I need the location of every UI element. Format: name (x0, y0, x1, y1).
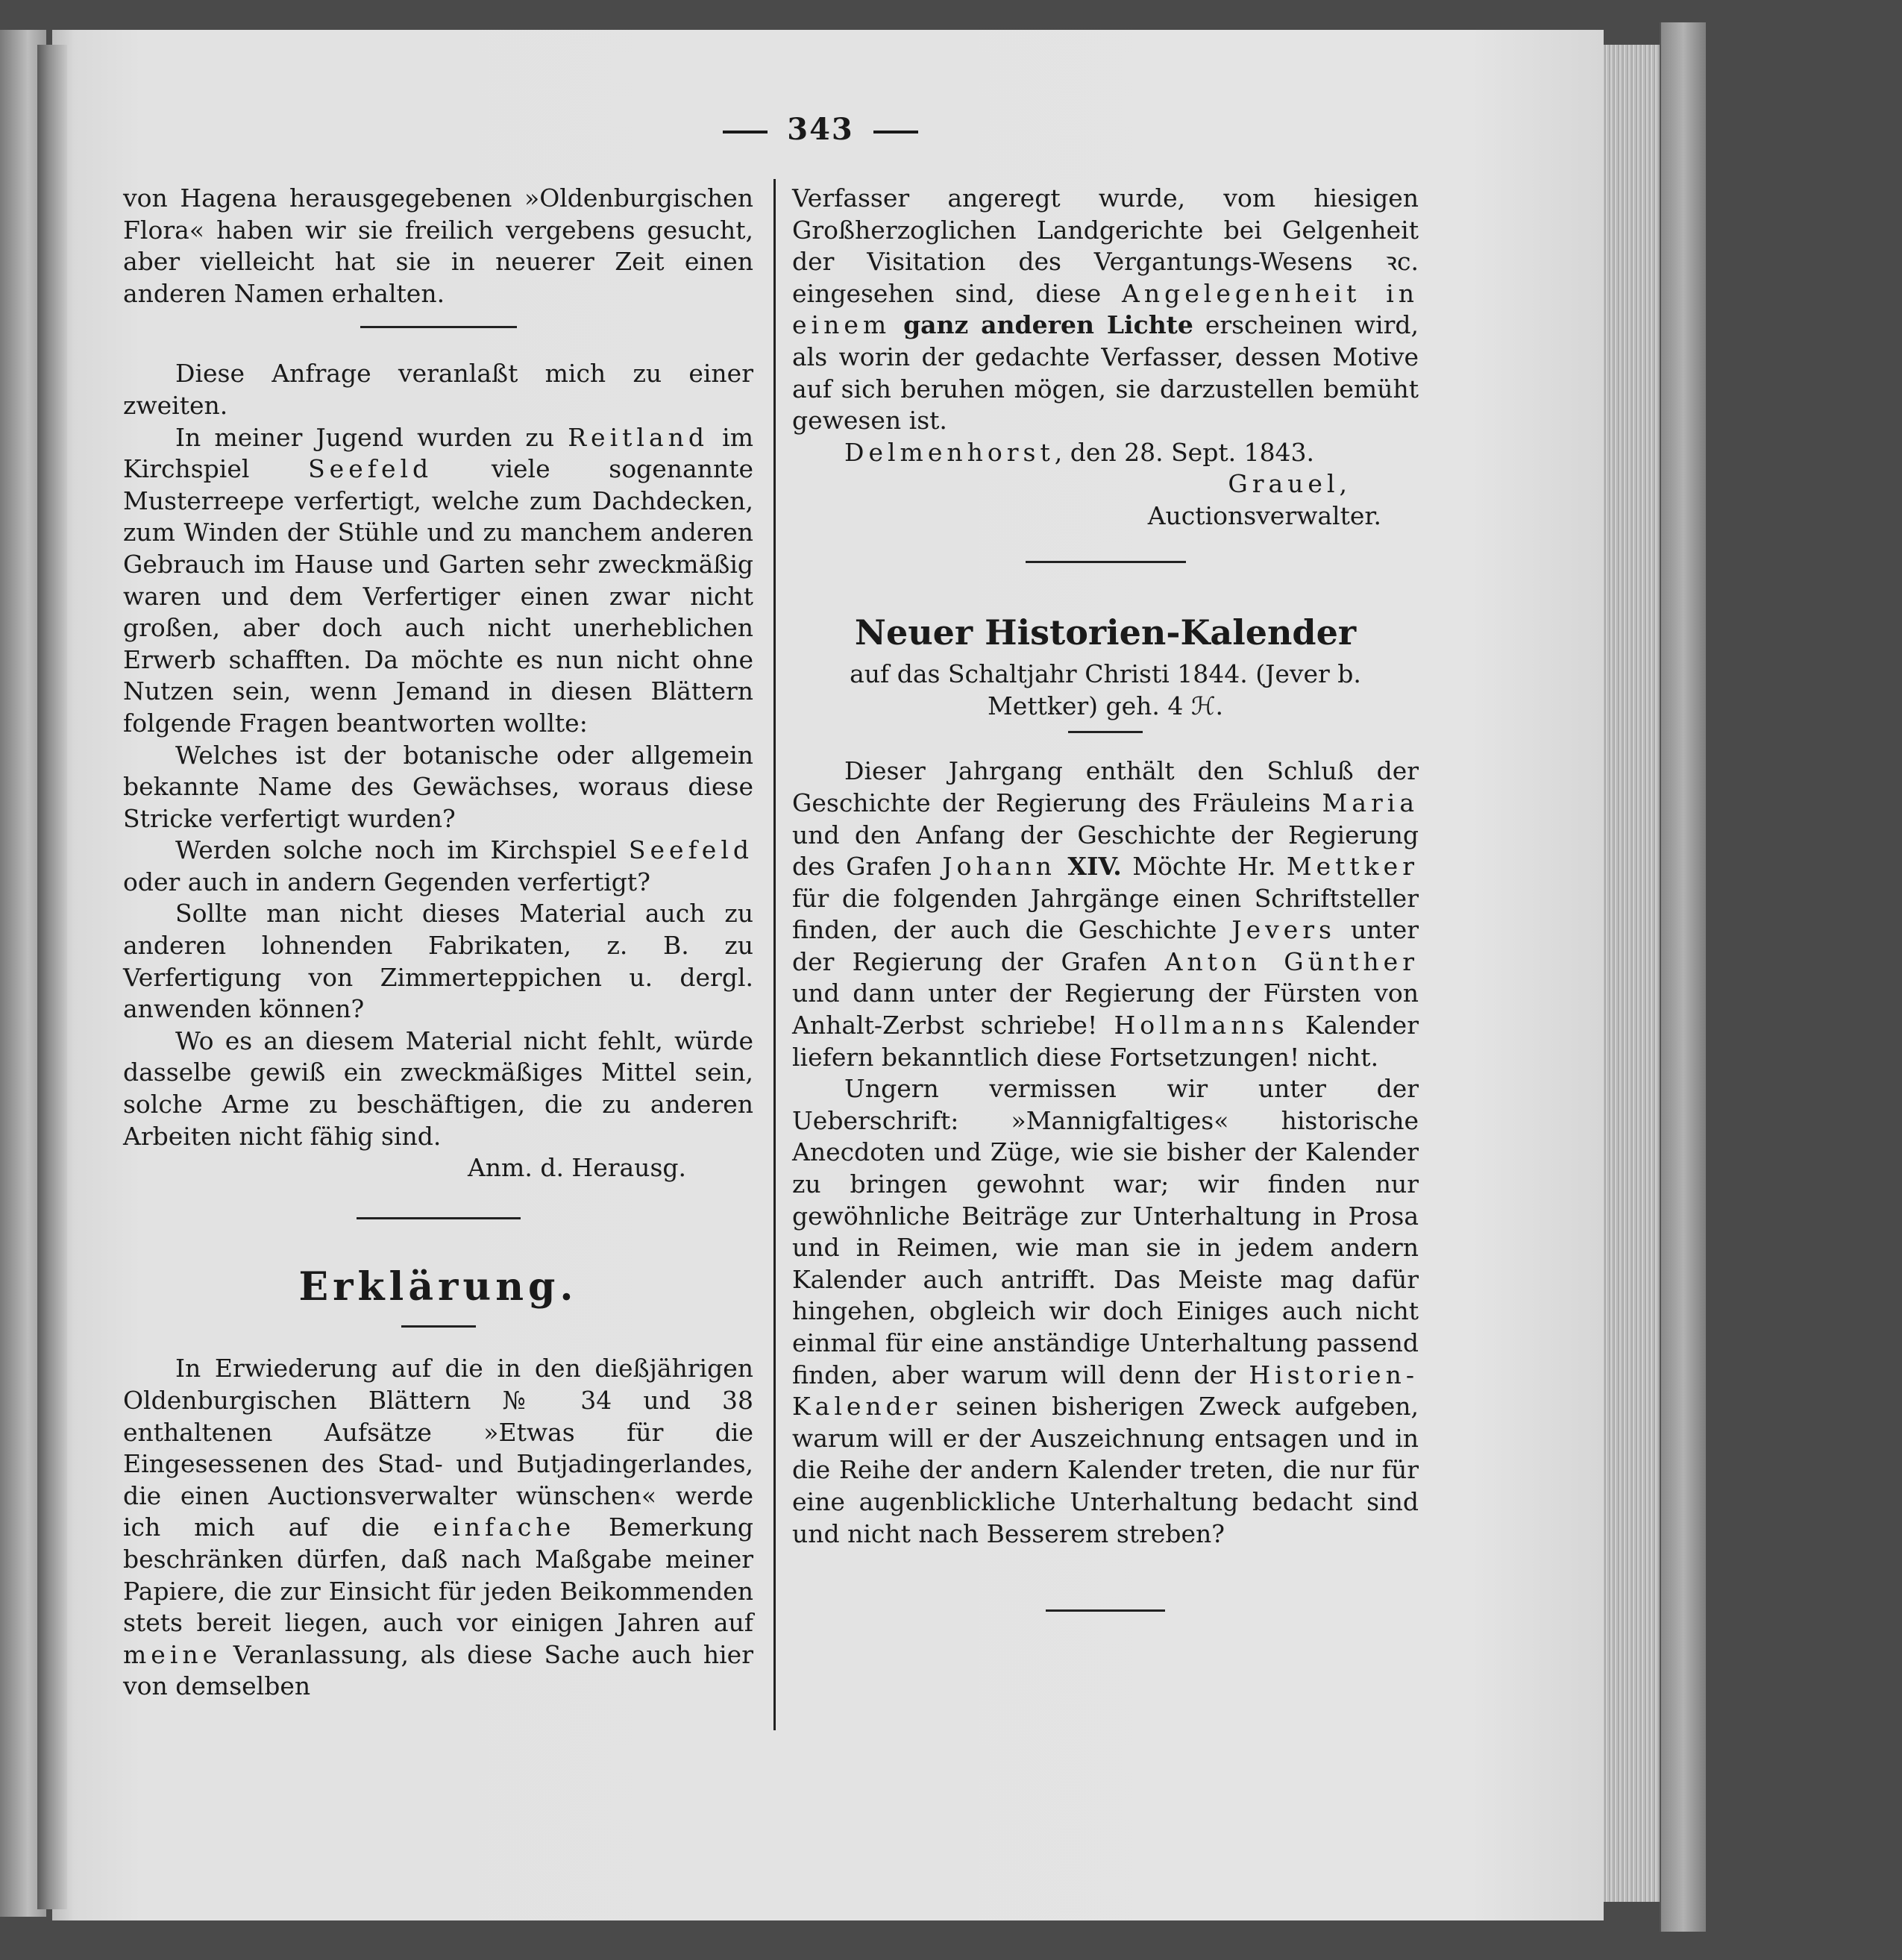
subtitle: auf das Schaltjahr Christi 1844. (Jever b. Mettker) geh. 4 ℋ. (850, 659, 1361, 720)
text-span: Werden solche noch im Kirchspiel (175, 835, 629, 865)
emphasis: Historien-Kalender (792, 1360, 1419, 1422)
paragraph: Welches ist der botanische oder allgemein bekannte Name des Gewächses, woraus diese Stricke verfertigt wurden? (123, 740, 753, 833)
emphasis: Johann (942, 852, 1056, 882)
emphasis: Mettker (1286, 852, 1419, 882)
separator-rule (357, 1217, 521, 1219)
page-number: 343 (787, 112, 854, 147)
page-number-line (656, 112, 985, 147)
emphasis: Angelegenheit in einem (792, 278, 1419, 340)
text-span: Ungern vermissen wir unter der Ueberschrift: »Mannigfaltiges« historische Anecdoten und Züge, wie sie bisher der Kalender zu bringen gewohnt war; wir finden nur gewöhnliche Beiträge zur Unterhaltung in Prosa und in Reimen, wie man sie in jedem andern Kalender auch antrifft. Das Meiste mag dafür hingehen, obgleich wir doch Einiges auch nicht einmal für eine anständige Unterhaltung passend finden, aber warum will denn der (792, 1074, 1419, 1389)
text-span: erscheinen wird, als worin der gedachte Verfasser, dessen Motive auf sich beruhen mögen, sie darzustellen bemüht gewesen ist. (792, 310, 1419, 436)
paragraph: Diese Anfrage veranlaßt mich zu einer zweiten. (123, 359, 753, 420)
separator-rule (360, 326, 517, 328)
paragraph: Wo es an diesem Material nicht fehlt, würde dasselbe gewiß ein zweckmäßiges Mittel sein, solche Arme zu beschäftigen, die zu anderen Arbeiten nicht fähig sind. (123, 1025, 753, 1151)
paragraph (123, 1353, 753, 1703)
separator-rule (1026, 561, 1186, 563)
text-span: für die folgenden Jahrgänge einen Schriftsteller finden, der auch die Geschichte (792, 883, 1419, 945)
place-name: Seefeld (308, 454, 433, 484)
emphasis: meine (123, 1639, 222, 1669)
emphasis: Maria (1322, 788, 1419, 817)
text-span: und dann unter der Regierung der Fürsten von Anhalt-Zerbst schriebe! (792, 979, 1419, 1040)
text-span: oder auch in andern Gegenden verfertigt? (123, 867, 650, 896)
page-edges (1604, 45, 1663, 1902)
end-rule (1046, 1609, 1165, 1612)
paragraph (792, 756, 1419, 1073)
text-span: Möchte Hr. (1121, 852, 1287, 882)
spine-shadow (37, 45, 67, 1909)
signature-title: Auctionsverwalter. (1147, 500, 1381, 530)
paragraph (123, 835, 753, 898)
text-span: In meiner Jugend wurden zu (175, 422, 568, 452)
text-span: unter der Regierung der Grafen (792, 915, 1419, 976)
text-span: Veranlassung, als diese Sache auch hier von demselben (123, 1639, 753, 1701)
cover-edge (1660, 22, 1706, 1932)
right-column (792, 183, 1419, 1612)
text-span: seinen bisherigen Zweck aufgeben, warum will er der Auszeichnung entsagen und in die Reihe der andern Kalender treten, die nur für eine augenblickliche Unterhaltung bedacht sind und nicht nach Besserem streben? (792, 1392, 1419, 1548)
emphasis: Jevers (1231, 915, 1336, 945)
column-divider (773, 179, 776, 1730)
text-span: Kalender liefern bekanntlich diese Fortsetzungen! nicht. (792, 1011, 1419, 1072)
section-heading: Erklärung. (298, 1263, 578, 1310)
heading-rule (401, 1325, 476, 1328)
text-span: und den Anfang der Geschichte der Regierung des Grafen (792, 820, 1419, 882)
text-span: Dieser Jahrgang enthält den Schluß der Geschichte der Regierung des Fräuleins (792, 756, 1419, 817)
place-name: Reitland (568, 422, 709, 452)
emphasis: einfache (433, 1513, 576, 1542)
text-span: im Kirchspiel (123, 422, 753, 484)
dash-left (723, 131, 768, 134)
text-span: , den 28. Sept. 1843. (1054, 437, 1315, 467)
text-span: In Erwiederung auf die in den dießjährigen Oldenburgischen Blättern № 34 und 38 enthaltenen Aufsätze »Etwas für die Eingesessenen des Stad- und Butjadingerlandes, die einen Auctionsverwalter wünschen« werde ich mich auf die (123, 1354, 753, 1542)
bold-text: XIV. (1055, 852, 1122, 882)
heading-rule (1068, 731, 1143, 733)
place-date (792, 437, 1419, 469)
section-heading: Neuer Historien-Kalender (854, 612, 1357, 653)
bold-text: ganz anderen Lichte (891, 310, 1193, 340)
emphasis: Anton Günther (1164, 946, 1419, 976)
emphasis: Hollmanns (1114, 1011, 1289, 1040)
paragraph: Sollte man nicht dieses Material auch zu anderen lohnenden Fabrikaten, z. B. zu Verfertigung von Zimmerteppichen u. dergl. anwenden können? (123, 899, 753, 1024)
editor-note: Anm. d. Herausg. (467, 1153, 686, 1183)
place-name: Seefeld (628, 835, 753, 865)
paragraph (792, 1073, 1419, 1550)
paragraph: von Hagena herausgegebenen »Oldenburgischen Flora« haben wir sie freilich vergebens gesucht, aber vielleicht hat sie in neuerer Zeit einen anderen Namen erhalten. (123, 183, 753, 308)
left-column (123, 183, 753, 1703)
signature: Grauel, (1228, 469, 1352, 499)
paragraph (123, 422, 753, 740)
text-span: Verfasser angeregt wurde, vom hiesigen Großherzoglichen Landgerichte bei Gelgenheit der Visitation des Vergantungs-Wesens ꝛc. eingesehen sind, diese (792, 183, 1419, 308)
paragraph (792, 183, 1419, 437)
dash-right (873, 131, 918, 134)
text-span: Bemerkung beschränken dürfen, daß nach Maßgabe meiner Papiere, die zur Einsicht für jeden Beikommenden stets bereit liegen, auch vor einigen Jahren auf (123, 1513, 753, 1638)
place-name: Delmenhorst (844, 437, 1055, 467)
text-span: viele sogenannte Musterreepe verfertigt, welche zum Dachdecken, zum Winden der Stühle und zu manchem anderen Gebrauch im Hause und Garten sehr zweckmäßig waren und dem Verfertiger einen zwar nicht großen, aber doch auch nicht unerheblichen Erwerb schafften. Da möchte es nun nicht ohne Nutzen sein, wenn Jemand in diesen Blättern folgende Fragen beantworten wollte: (123, 454, 753, 738)
